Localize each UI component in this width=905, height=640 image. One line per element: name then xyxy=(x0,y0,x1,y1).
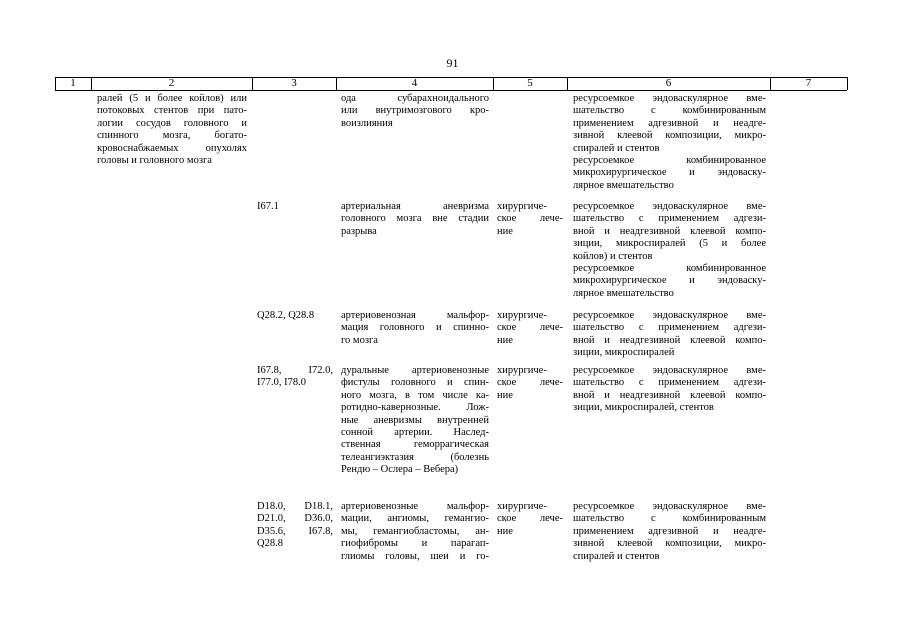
text-line: ние xyxy=(497,525,513,537)
text-line: ресурсоемкое эндоваскулярное вме- xyxy=(573,310,766,321)
text-line: зиции, микроспиралей, стентов xyxy=(573,402,714,414)
method-cell xyxy=(573,365,766,415)
text-line: спинного мозга, богато- xyxy=(97,130,247,142)
column-header-7: 7 xyxy=(805,77,812,89)
text-line: потоковых стентов при пато- xyxy=(97,105,247,117)
text-line: I67.1 xyxy=(257,201,279,212)
text-line: ское лече- xyxy=(497,377,563,389)
code-cell xyxy=(257,201,333,213)
text-line: D21.0, D36.0, xyxy=(257,513,333,525)
text-line: го мозга xyxy=(341,334,378,346)
text-line: D18.0, D18.1, xyxy=(257,501,333,512)
text-line: вной и неадгезивной клеевой компо- xyxy=(573,389,766,401)
text-line: ресурсоемкое комбинированное xyxy=(573,155,766,167)
column-header-6: 6 xyxy=(665,77,672,89)
text-line: или внутримозгового кро- xyxy=(341,105,489,117)
text-line: головы и головного мозга xyxy=(97,155,212,167)
text-line: ние xyxy=(497,225,513,237)
text-line: ротидно-кавернозные. Лож- xyxy=(341,402,489,414)
treatment-cell xyxy=(497,501,563,538)
text-line: зивной клеевой композиции, микро- xyxy=(573,538,766,550)
text-line: кровоснабжаемых опухолях xyxy=(97,142,247,154)
text-line: вной и неадгезивной клеевой компо- xyxy=(573,334,766,346)
text-line: артериовенозная мальфор- xyxy=(341,310,489,321)
column-header-2: 2 xyxy=(168,77,175,89)
text-line: ода субарахноидального xyxy=(341,93,489,104)
text-line: ресурсоемкое эндоваскулярное вме- xyxy=(573,201,766,212)
column-header-4: 4 xyxy=(411,77,418,89)
method-cell xyxy=(573,501,766,563)
text-line: хирургиче- xyxy=(497,310,547,321)
text-line: воизлияния xyxy=(341,117,393,129)
text-line: ресурсоемкое эндоваскулярное вме- xyxy=(573,93,766,104)
text-line: фистулы головного и спин- xyxy=(341,377,489,389)
disease-cell xyxy=(341,93,489,130)
treatment-cell xyxy=(497,201,563,238)
disease-cell xyxy=(341,501,489,563)
text-line: артериовенозные мальфор- xyxy=(341,501,489,512)
text-line: дуральные артериовенозные xyxy=(341,365,489,376)
column-header-5: 5 xyxy=(527,77,533,89)
text-line: D35.6, I67.8, xyxy=(257,525,333,537)
text-line: Q28.2, Q28.8 xyxy=(257,310,315,321)
text-line: мации, ангиомы, гемангио- xyxy=(341,513,489,525)
text-line: лярное вмешательство xyxy=(573,179,674,191)
method-cell xyxy=(573,310,766,360)
text-line: шательство с применением адгези- xyxy=(573,377,766,389)
text-line: микрохирургическое и эндоваску- xyxy=(573,167,766,179)
text-line: хирургиче- xyxy=(497,501,547,512)
text-line: мация головного и спинно- xyxy=(341,322,489,334)
treatment-cell xyxy=(497,365,563,402)
text-line: хирургиче- xyxy=(497,365,547,376)
disease-cell xyxy=(341,201,489,238)
text-line: гиофибромы и парагап- xyxy=(341,538,489,550)
profile-description xyxy=(97,93,247,167)
text-line: ское лече- xyxy=(497,322,563,334)
disease-cell xyxy=(341,310,489,347)
header-bottom-rule xyxy=(55,90,847,91)
text-line: применением адгезивной и неадге- xyxy=(573,525,766,537)
text-line: ного мозга, в том числе ка- xyxy=(341,389,489,401)
text-line: спиралей и стентов xyxy=(573,142,660,154)
code-cell xyxy=(257,365,333,390)
text-line: ные аневризмы внутренней xyxy=(341,414,489,426)
text-line: логии сосудов головного и xyxy=(97,117,247,129)
text-line: хирургиче- xyxy=(497,201,547,212)
text-line: сонной артерии. Наслед- xyxy=(341,427,489,439)
text-line: лярное вмешательство xyxy=(573,287,674,299)
column-header-1: 1 xyxy=(70,77,76,89)
treatment-cell xyxy=(497,310,563,347)
text-line: I77.0, I78.0 xyxy=(257,377,306,389)
column-header-3: 3 xyxy=(291,77,297,89)
text-line: ралей (5 и более койлов) или xyxy=(97,93,247,104)
text-line: шательство с комбинированным xyxy=(573,513,766,525)
text-line: ние xyxy=(497,334,513,346)
text-line: койлов) и стентов xyxy=(573,250,653,262)
text-line: глиомы головы, шеи и го- xyxy=(341,550,489,562)
code-cell xyxy=(257,310,333,322)
disease-cell xyxy=(341,365,489,477)
text-line: зивной клеевой композиции, микро- xyxy=(573,130,766,142)
text-line: телеангиэктазия (болезнь xyxy=(341,451,489,463)
text-line: Рендю – Ослера – Вебера) xyxy=(341,464,459,476)
page-number: 91 xyxy=(446,56,459,70)
text-line: головного мозга вне стадии xyxy=(341,213,489,225)
text-line: применением адгезивной и неадге- xyxy=(573,117,766,129)
text-line: ресурсоемкое комбинированное xyxy=(573,263,766,275)
text-line: шательство с комбинированным xyxy=(573,105,766,117)
text-line: мы, гемангиобластомы, ан- xyxy=(341,525,489,537)
text-line: ресурсоемкое эндоваскулярное вме- xyxy=(573,501,766,512)
method-cell xyxy=(573,93,766,192)
text-line: ресурсоемкое эндоваскулярное вме- xyxy=(573,365,766,376)
col-divider xyxy=(847,77,848,90)
text-line: шательство с применением адгези- xyxy=(573,213,766,225)
text-line: зиции, микроспиралей (5 и более xyxy=(573,238,766,250)
text-line: вной и неадгезивной клеевой компо- xyxy=(573,225,766,237)
text-line: зиции, микроспиралей xyxy=(573,347,675,359)
method-cell xyxy=(573,201,766,300)
text-line: ственная геморрагическая xyxy=(341,439,489,451)
code-cell xyxy=(257,501,333,551)
text-line: I67.8, I72.0, xyxy=(257,365,333,376)
text-line: микрохирургическое и эндоваску- xyxy=(573,275,766,287)
text-line: Q28.8 xyxy=(257,538,283,550)
text-line: ское лече- xyxy=(497,213,563,225)
text-line: шательство с применением адгези- xyxy=(573,322,766,334)
text-line: ние xyxy=(497,389,513,401)
text-line: артериальная аневризма xyxy=(341,201,489,212)
text-line: спиралей и стентов xyxy=(573,550,660,562)
text-line: разрыва xyxy=(341,225,377,237)
text-line: ское лече- xyxy=(497,513,563,525)
